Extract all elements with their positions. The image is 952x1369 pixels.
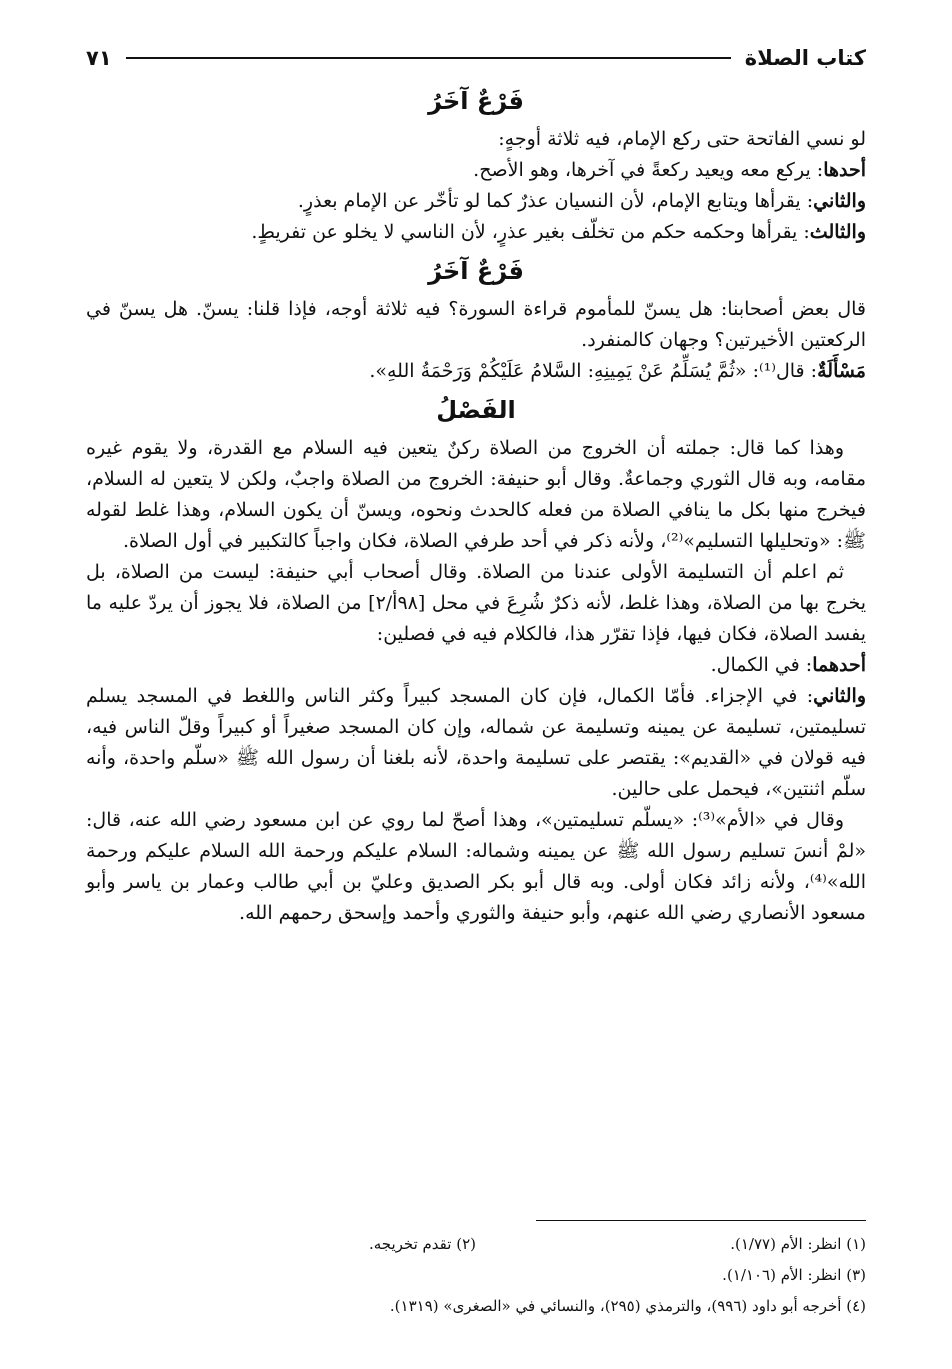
item-lead: أحدهما — [812, 654, 866, 676]
masala-paragraph — [86, 356, 866, 387]
footnote-row — [86, 1229, 866, 1260]
footnote-4: (٤) أخرجه أبو داود (٩٩٦)، والترمذي (٢٩٥)، والنسائي في «الصغرى» (١٣١٩). — [389, 1297, 866, 1315]
section-far-akhar-2 — [86, 248, 866, 387]
footnotes — [86, 1220, 866, 1322]
item-lead: أحدها — [823, 159, 866, 181]
paragraph: وقال في «الأم»⁽³⁾: «يسلّم تسليمتين»، وهذا أصحّ لما روي عن ابن مسعود رضي الله عنه، قال: «لمْ أنسَ تسليم رسول الله ﷺ عن يمينه وشماله: السلام عليكم ورحمة الله السلام عليكم ورحمة الله»⁽⁴⁾، ولأنه زائد فكان أولى. وبه قال أبو بكر الصديق وعليّ بن أبي طالب وعمار بن ياسر وأبو مسعود الأنصاري رضي الله عنهم، وأبو حنيفة والثوري وأحمد وإسحق رحمهم الله. — [86, 809, 866, 924]
item-text: : يقرأها وحكمه حكم من تخلّف بغير عذرٍ، لأن الناسي لا يخلو عن تفريطٍ. — [251, 221, 810, 243]
paragraph: وهذا كما قال: جملته أن الخروج من الصلاة ركنٌ يتعين فيه السلام مع القدرة، ولا يقوم غيره مقامه، وبه قال الثوري وجماعةٌ. وقال أبو حنيفة: الخروج من الصلاة واجبٌ، ولكن لا يتعين له السلام، فيخرج منها بكل ما ينافي الصلاة من فعله كالحدث ونحوه، ويسنّ أن يكون السلام، وهذا غلط لقوله ﷺ: «وتحليلها التسليم»⁽²⁾، ولأنه ذكر في أحد طرفي الصلاة، فكان واجباً كالتكبير في أول الصلاة. — [86, 437, 866, 552]
paragraph: لو نسي الفاتحة حتى ركع الإمام، فيه ثلاثة أوجهٍ: — [498, 128, 866, 150]
footnote-3: (٣) انظر: الأم (١/١٠٦). — [722, 1266, 866, 1284]
header-rule — [126, 57, 731, 59]
item-text: : يركع معه ويعيد ركعةً في آخرها، وهو الأصح. — [473, 159, 824, 181]
page-number: ٧١ — [86, 46, 112, 70]
item-lead: والثالث — [809, 221, 866, 243]
list-item — [86, 217, 866, 248]
footnote-rule — [536, 1220, 866, 1221]
item-text: : في الكمال. — [710, 654, 813, 676]
section-fasl — [86, 387, 866, 929]
section-heading: فَرْعٌ آخَرُ — [428, 87, 524, 115]
item-lead: والثاني — [813, 685, 866, 707]
section-heading: فَرْعٌ آخَرُ — [428, 257, 524, 285]
footnote-2: (٢) تقدم تخريجه. — [368, 1235, 476, 1253]
section-far-akhar-1 — [86, 78, 866, 248]
running-header — [86, 38, 866, 78]
list-item — [86, 155, 866, 186]
item-text: : يقرأها ويتابع الإمام، لأن النسيان عذرٌ كما لو تأخّر عن الإمام بعذرٍ. — [297, 190, 814, 212]
masala-lead: مَسْأَلَةٌ — [817, 360, 866, 382]
list-item — [86, 186, 866, 217]
item-lead: والثاني — [813, 190, 866, 212]
paragraph: قال بعض أصحابنا: هل يسنّ للمأموم قراءة السورة؟ فيه ثلاثة أوجه، فإذا قلنا: يسنّ. هل يسنّ في الركعتين الأخيرتين؟ وجهان كالمنفرد. — [86, 298, 866, 351]
chapter-title: كتاب الصلاة — [744, 46, 866, 70]
item-text: : في الإجزاء. فأمّا الكمال، فإن كان المسجد كبيراً وكثر الناس واللغط في المسجد يسلم تسليمتين، تسليمة عن يمينه وتسليمة عن شماله، وإن كان المسجد صغيراً أو كبيراً وقلّ الناس فيه، فيه قولان في «القديم»: يقتصر على تسليمة واحدة، لأنه بلغنا أن رسول الله ﷺ «سلّم واحدة، وأنه سلّم اثنتين»، فيحمل على حالين. — [86, 685, 866, 800]
list-item — [86, 650, 866, 681]
masala-text: : قال⁽¹⁾: «ثُمَّ يُسَلِّمُ عَنْ يَمِينِهِ: السَّلامُ عَلَيْكُمْ وَرَحْمَةُ اللهِ». — [369, 360, 818, 382]
paragraph: ثم اعلم أن التسليمة الأولى عندنا من الصلاة. وقال أصحاب أبي حنيفة: ليست من الصلاة، بل يخرج بها من الصلاة، وهذا غلط، لأنه ذكرٌ شُرِعَ في محل [٩٨أ/٢] من الصلاة، فلا يجوز أن يردّ عليه ما يفسد الصلاة، فكان فيها، فإذا تقرّر هذا، فالكلام فيه في فصلين: — [86, 561, 866, 645]
footnote-1: (١) انظر: الأم (١/٧٧). — [730, 1235, 866, 1253]
list-item — [86, 681, 866, 805]
section-heading: الفَصْلُ — [436, 396, 516, 424]
